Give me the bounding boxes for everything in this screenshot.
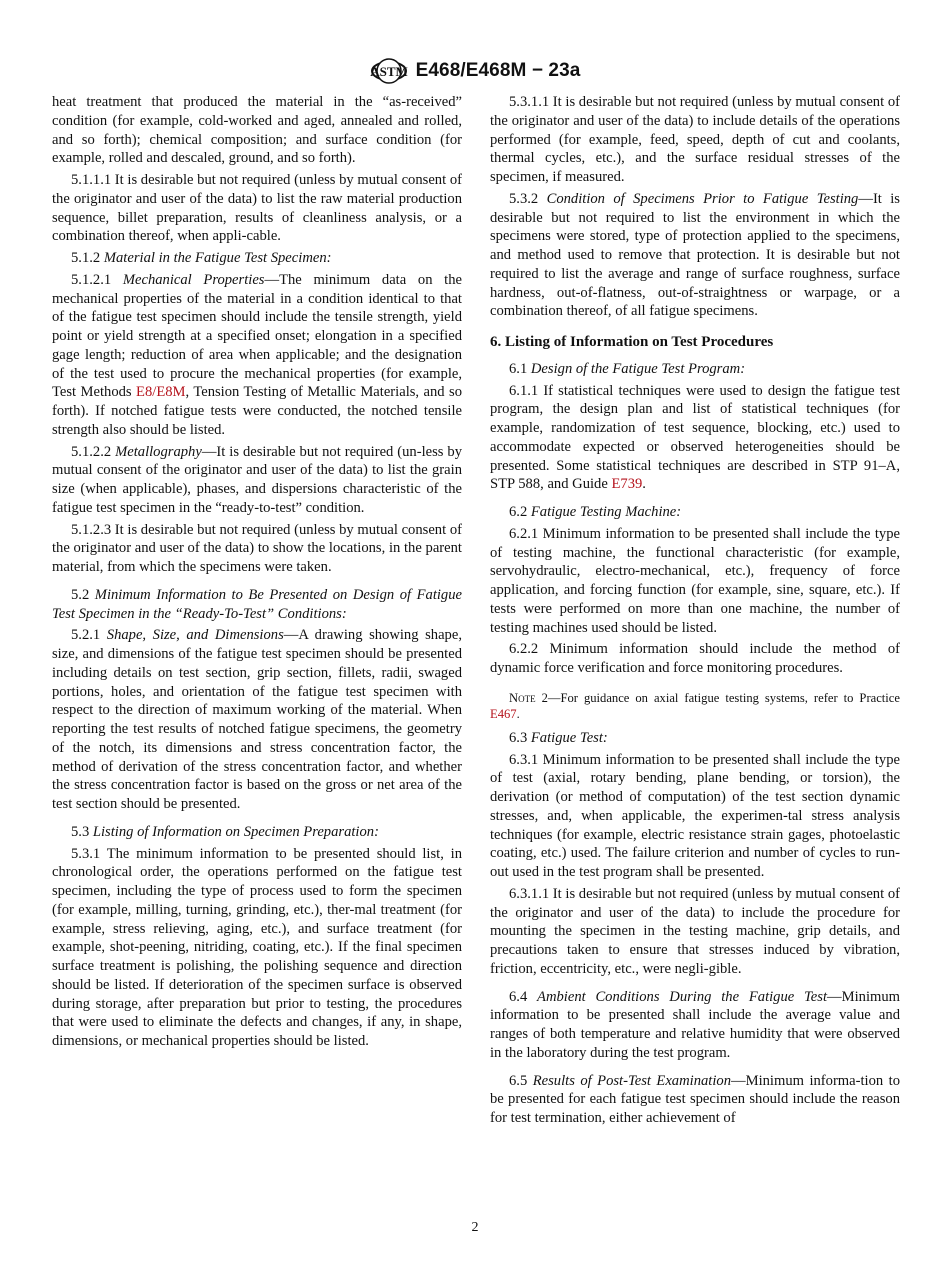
paragraph-text: —The minimum data on the mechanical properties of the material in a condition identical to that of the fatigue test specimen should include the tensile strength, yield point or yield strength at a specified onset; elongation in a specified gage length; reduction of area when applicable; and the designation of the test used to procure the mechanical properties (for example, Test Methods (52, 271, 463, 401)
page-number: 2 (471, 1220, 479, 1235)
section-number: 6.4 (509, 988, 538, 1005)
section-number: 6.2 (509, 504, 531, 520)
section-title: Design of the Fatigue Test Program: (530, 360, 746, 377)
paragraph-5-1-2-1 (52, 271, 462, 440)
right-column (490, 93, 900, 1128)
paragraph-text: —It is desirable but not required to list the environment in which the specimens were stored, type of protection applied to the specimens, and method used to remove that protection. It is desirable but not required to list the average and range of surface roughness, surface hardness, out-of-flatness, out-of-straightness or warpage, or a combination thereof, of all fatigue specimens. (490, 190, 900, 320)
section-title: Listing of Information on Specimen Preparation: (92, 823, 379, 840)
paragraph-6-4 (490, 988, 900, 1063)
document-id: E468/E468M − 23a (415, 60, 581, 81)
section-title: Material in the Fatigue Test Specimen: (103, 250, 332, 266)
section-number: 5.1.2 (71, 250, 104, 266)
paragraph-text: —It is desirable but not required (un-less by mutual consent of the originator and user of the data) to list the grain size (when applicable), phases, and dispersions characteristic of the fatigue test specimen in the “ready-to-test” condition. (52, 443, 463, 516)
paragraph-continued: heat treatment that produced the material in the “as-received” condition (for example, cold-worked and aged, annealed and rolled, and so forth); chemical composition; and surface condition (for example, rolled and descaled, ground, and so forth). (52, 94, 462, 167)
page-header (0, 55, 950, 87)
section-number: 6.5 (509, 1072, 533, 1089)
paragraph-5-2-1 (52, 626, 462, 814)
note-2 (490, 690, 900, 722)
paragraph-5-1-1-1: 5.1.1.1 It is desirable but not required (unless by mutual consent of the originator and user of the data) to list the raw material production sequence, billet preparation, results of cleanliness analysis, or a combination thereof, when appli-cable. (52, 172, 462, 245)
paragraph-6-3-1-1: 6.3.1.1 It is desirable but not required (unless by mutual consent of the originator and user of the data) to include the procedure for mounting the specimen in the testing machine, grip details, and precautions taken to ensure that stresses induced by vibration, friction, eccentricity, etc., were negli-gible. (490, 885, 900, 977)
paragraph-text: —Minimum informa-tion to be presented for each fatigue test specimen should include the reason for test termination, either achievement of (490, 1072, 901, 1126)
section-title: Results of Post-Test Examination (532, 1072, 731, 1089)
paragraph-5-1-2-3: 5.1.2.3 It is desirable but not required (unless by mutual consent of the originator and user of the data) to show the locations, in the parent material, from which the specimens were taken. (52, 521, 462, 575)
paragraph-5-3-2 (490, 190, 900, 321)
paragraph-6-2-1: 6.2.1 Minimum information to be presented shall include the type of testing machine, the functional characteristic (for example, servohydraulic, electro-mechanical, etc.), frequency of force application, and forcing function (for example, sine, square, etc.). If tests were performed on more than one machine, the number of testing machines used should be listed. (490, 525, 900, 636)
paragraph-text: , Tension Testing of Metallic Materials, and so forth). If notched fatigue tests were conducted, the notched tensile strength also should be listed. (52, 384, 462, 438)
paragraph-6-2 (490, 503, 900, 522)
paragraph-text: 6.1.1 If statistical techniques were used to design the fatigue test program, the design plan and list of statistical techniques (for example, randomization of test sequence, blocking, etc.) used to accommodate expected or observed heterogeneities should be presented. Some statistical techniques are described in STP 91–A, STP 588, and Guide (490, 382, 900, 493)
paragraph-6-2-2: 6.2.2 Minimum information should include the method of dynamic force verification and force monitoring procedures. (490, 641, 900, 676)
section-number: 5.2.1 (71, 627, 107, 644)
link-e8-e8m[interactable]: E8/E8M (136, 384, 186, 401)
section-number: 5.2 (71, 586, 95, 603)
section-number: 6.3 (509, 729, 531, 746)
section-title: Metallography (115, 443, 202, 460)
paragraph-6-1-1 (490, 382, 900, 495)
paragraph-6-1 (490, 360, 900, 379)
note-label: Note (509, 690, 536, 705)
section-number: 6.1 (509, 360, 531, 377)
left-column (52, 93, 462, 1051)
paragraph-5-3-1-1: 5.3.1.1 It is desirable but not required (unless by mutual consent of the originator and user of the data) to include details of the operations performed (for example, feed, speed, depth of cut and coolants, thermal cycles, etc.), and the surface residual stresses of the specimen, if measured. (490, 94, 900, 185)
paragraph-5-3-1: 5.3.1 The minimum information to be presented should list, in chronological order, the operations performed on the fatigue test specimen, including the type of process used to form the specimen (for example, milling, turning, grinding, etc.), ther-mal treatment (for example, stress relieving, aging, etc.), and surface treatment (for example, shot-peening, nitriding, coating, etc.). If the final specimen surface treatment is polishing, the polishing sequence and direction should be listed. If deterioration of the specimen surface is observed during storage, after preparation but prior to testing, the procedures that were used to eliminate the defects and changes, if any, in shape, dimensions, or mechanical properties should be listed. (52, 845, 462, 1049)
section-title: Ambient Conditions During the Fatigue Test (537, 988, 828, 1005)
section-title: Fatigue Test: (530, 729, 608, 746)
svg-text:ASTM: ASTM (369, 64, 408, 79)
link-e739[interactable]: E739 (611, 476, 643, 493)
paragraph-text: —Minimum information to be presented shall include the average value and ranges of both temperature and relative humidity that were observed in the laboratory during the test program. (490, 988, 901, 1061)
section-number: 5.1.2.2 (71, 443, 116, 460)
note-text: 2—For guidance on axial fatigue testing systems, refer to Practice (535, 690, 900, 705)
paragraph-5-1-2 (52, 249, 462, 268)
paragraph-5-2 (52, 586, 462, 624)
section-6-heading: 6. Listing of Information on Test Procedures (490, 334, 774, 350)
paragraph-6-3 (490, 729, 900, 748)
section-number: 5.1.2.1 (71, 271, 123, 288)
section-title: Minimum Information to Be Presented on Design of Fatigue Test Specimen in the “Ready-To-Test” Conditions: (52, 586, 462, 622)
section-number: 5.3.2 (509, 190, 547, 207)
section-title: Condition of Specimens Prior to Fatigue Testing (546, 190, 859, 207)
paragraph-text: —A drawing showing shape, size, and dimensions of the fatigue test specimen should be presented including details on test section, grip section, fillets, radii, swaged portions, holes, and orientation of the fatigue test specimen with respect to the direction of maximum working of the material. When reporting the test results of notched fatigue specimens, the geometry of the notch, its dimensions and stress concentration factor, the method of derivation of the stress concentration factor, and whether the stress concentration factor is based on the gross or net area of the test section should be presented. (52, 627, 462, 812)
paragraph-5-3 (52, 823, 462, 842)
astm-logo-icon (370, 55, 408, 87)
section-title: Shape, Size, and Dimensions (106, 627, 284, 644)
note-text: . (516, 706, 520, 721)
section-title: Fatigue Testing Machine: (530, 504, 682, 520)
paragraph-6-5 (490, 1072, 900, 1128)
paragraph-6-3-1: 6.3.1 Minimum information to be presented shall include the type of test (axial, rotary bending, plane bending, or torsion), the derivation (or method of computation) of the test section dynamic stresses, and, when applicable, the experimen-tal stress analysis techniques (for example, electric resistance strain gages, photoelastic coating, etc.) used. The failure criterion and number of cycles to run-out used in the test program shall be presented. (490, 751, 900, 880)
paragraph-text: . (642, 476, 646, 493)
paragraph-5-1-2-2 (52, 443, 462, 518)
section-number: 5.3 (71, 823, 93, 840)
link-e467[interactable]: E467 (490, 706, 517, 721)
section-title: Mechanical Properties (122, 271, 265, 288)
